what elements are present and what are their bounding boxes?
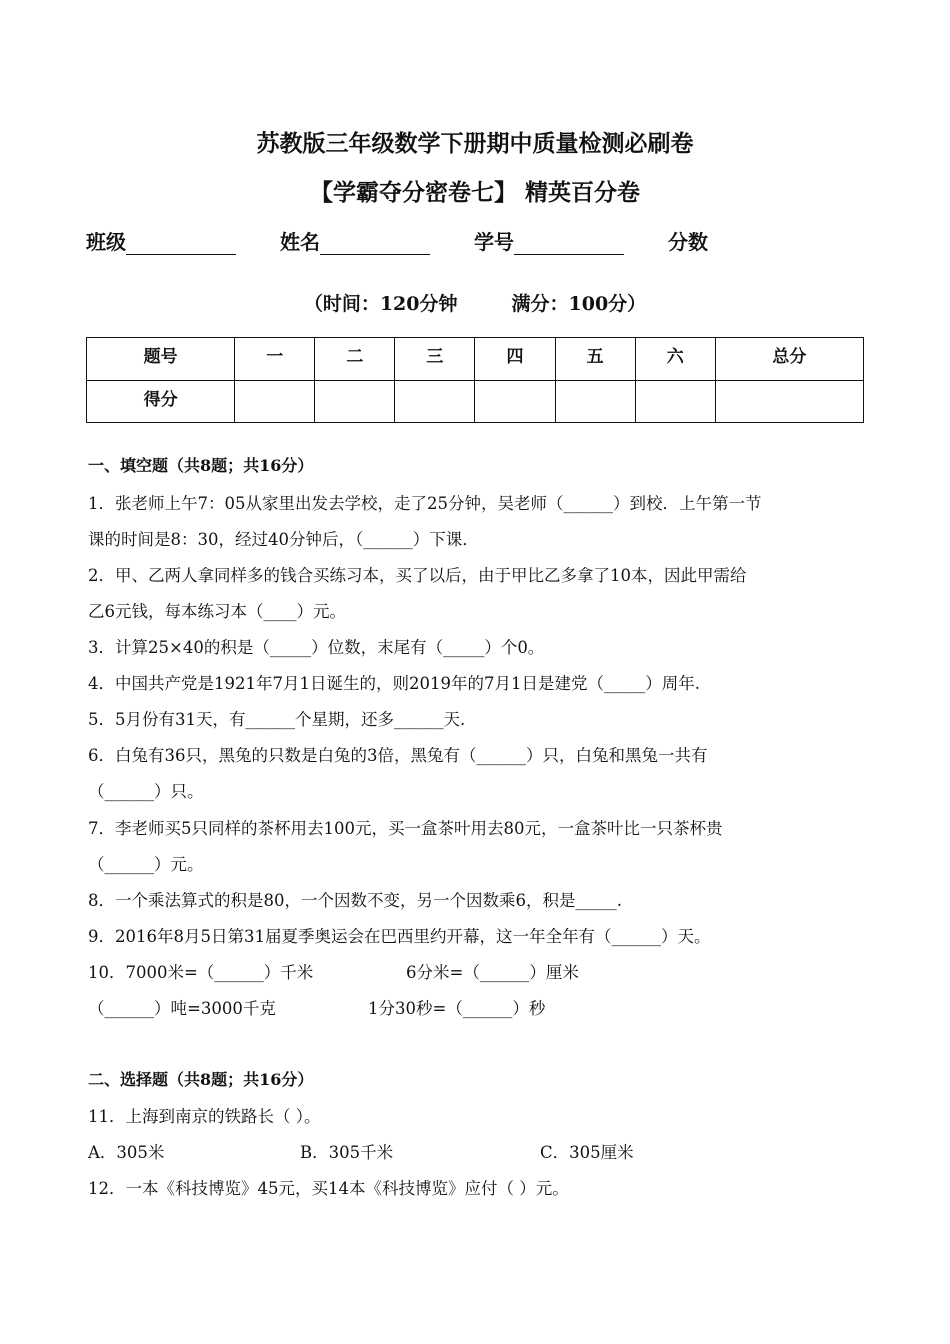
student-info-row	[86, 226, 708, 255]
name-label: 姓名	[280, 230, 320, 254]
table-cell: 六	[635, 338, 715, 381]
question-line: 9．2016年8月5日第31届夏季奥运会在巴西里约开幕，这一年全年有（______）天。	[88, 927, 711, 946]
question-line: （______）只。	[88, 782, 204, 801]
id-blank[interactable]	[514, 236, 624, 255]
score-cell[interactable]	[715, 380, 863, 423]
question-line: 1．张老师上午7：05从家里出发去学校，走了25分钟，吴老师（______）到校．上午第一节	[88, 494, 762, 513]
question-line: 6分米=（______）厘米	[406, 963, 579, 982]
question-line: 5．5月份有31天，有______个星期，还多______天.	[88, 710, 466, 729]
exam-subtitle: 【学霸夺分密卷七】 精英百分卷	[309, 179, 640, 206]
question-line: 8．一个乘法算式的积是80，一个因数不变，另一个因数乘6，积是_____.	[88, 891, 622, 910]
full-score: 满分：100分）	[511, 293, 647, 315]
table-cell: 四	[475, 338, 555, 381]
score-cell[interactable]	[315, 380, 395, 423]
score-cell[interactable]	[635, 380, 715, 423]
score-label: 分数	[668, 230, 708, 254]
score-cell[interactable]	[235, 380, 315, 423]
time-limit: （时间：120分钟	[303, 293, 458, 315]
question-line: 课的时间是8：30，经过40分钟后，（______）下课．	[88, 530, 479, 549]
exam-title: 苏教版三年级数学下册期中质量检测必刷卷	[256, 130, 694, 157]
table-cell: 二	[315, 338, 395, 381]
table-cell: 题号	[87, 338, 235, 381]
question-line: （______）元。	[88, 855, 204, 874]
table-cell: 三	[395, 338, 475, 381]
option-a: A．305米	[88, 1143, 165, 1162]
time-info	[0, 289, 950, 316]
table-cell: 五	[555, 338, 635, 381]
question-line: 乙6元钱，每本练习本（____）元。	[88, 602, 346, 621]
question-line: 7．李老师买5只同样的茶杯用去100元，买一盒茶叶用去80元，一盒茶叶比一只茶杯贵	[88, 819, 723, 838]
table-cell: 得分	[87, 380, 235, 423]
section-heading: 二、选择题（共8题；共16分）	[88, 1070, 314, 1089]
score-table	[86, 337, 864, 423]
question-line: 10．7000米=（______）千米	[88, 963, 314, 982]
table-cell: 一	[235, 338, 315, 381]
score-cell[interactable]	[475, 380, 555, 423]
question-line: 4．中国共产党是1921年7月1日诞生的，则2019年的7月1日是建党（_____）周年.	[88, 674, 700, 693]
score-cell[interactable]	[555, 380, 635, 423]
question-line: 3．计算25×40的积是（_____）位数，末尾有（_____）个0。	[88, 638, 545, 657]
name-blank[interactable]	[320, 236, 430, 255]
table-row	[87, 380, 864, 423]
question-line: 1分30秒=（______）秒	[368, 999, 546, 1018]
question-line: 6．白兔有36只，黑兔的只数是白兔的3倍，黑兔有（______）只，白兔和黑兔一共有	[88, 746, 708, 765]
option-c: C．305厘米	[540, 1143, 634, 1162]
question-line: 2．甲、乙两人拿同样多的钱合买练习本，买了以后，由于甲比乙多拿了10本，因此甲需给	[88, 566, 747, 585]
question-line: （______）吨=3000千克	[88, 999, 276, 1018]
class-blank[interactable]	[126, 236, 236, 255]
section-heading: 一、填空题（共8题；共16分）	[88, 456, 314, 475]
score-cell[interactable]	[395, 380, 475, 423]
question-line: 11．上海到南京的铁路长（ ）。	[88, 1107, 321, 1126]
id-label: 学号	[474, 230, 514, 254]
table-cell: 总分	[715, 338, 863, 381]
table-row	[87, 338, 864, 381]
option-b: B．305千米	[300, 1143, 394, 1162]
class-label: 班级	[86, 230, 126, 254]
question-line: 12．一本《科技博览》45元，买14本《科技博览》应付（ ）元。	[88, 1179, 569, 1198]
